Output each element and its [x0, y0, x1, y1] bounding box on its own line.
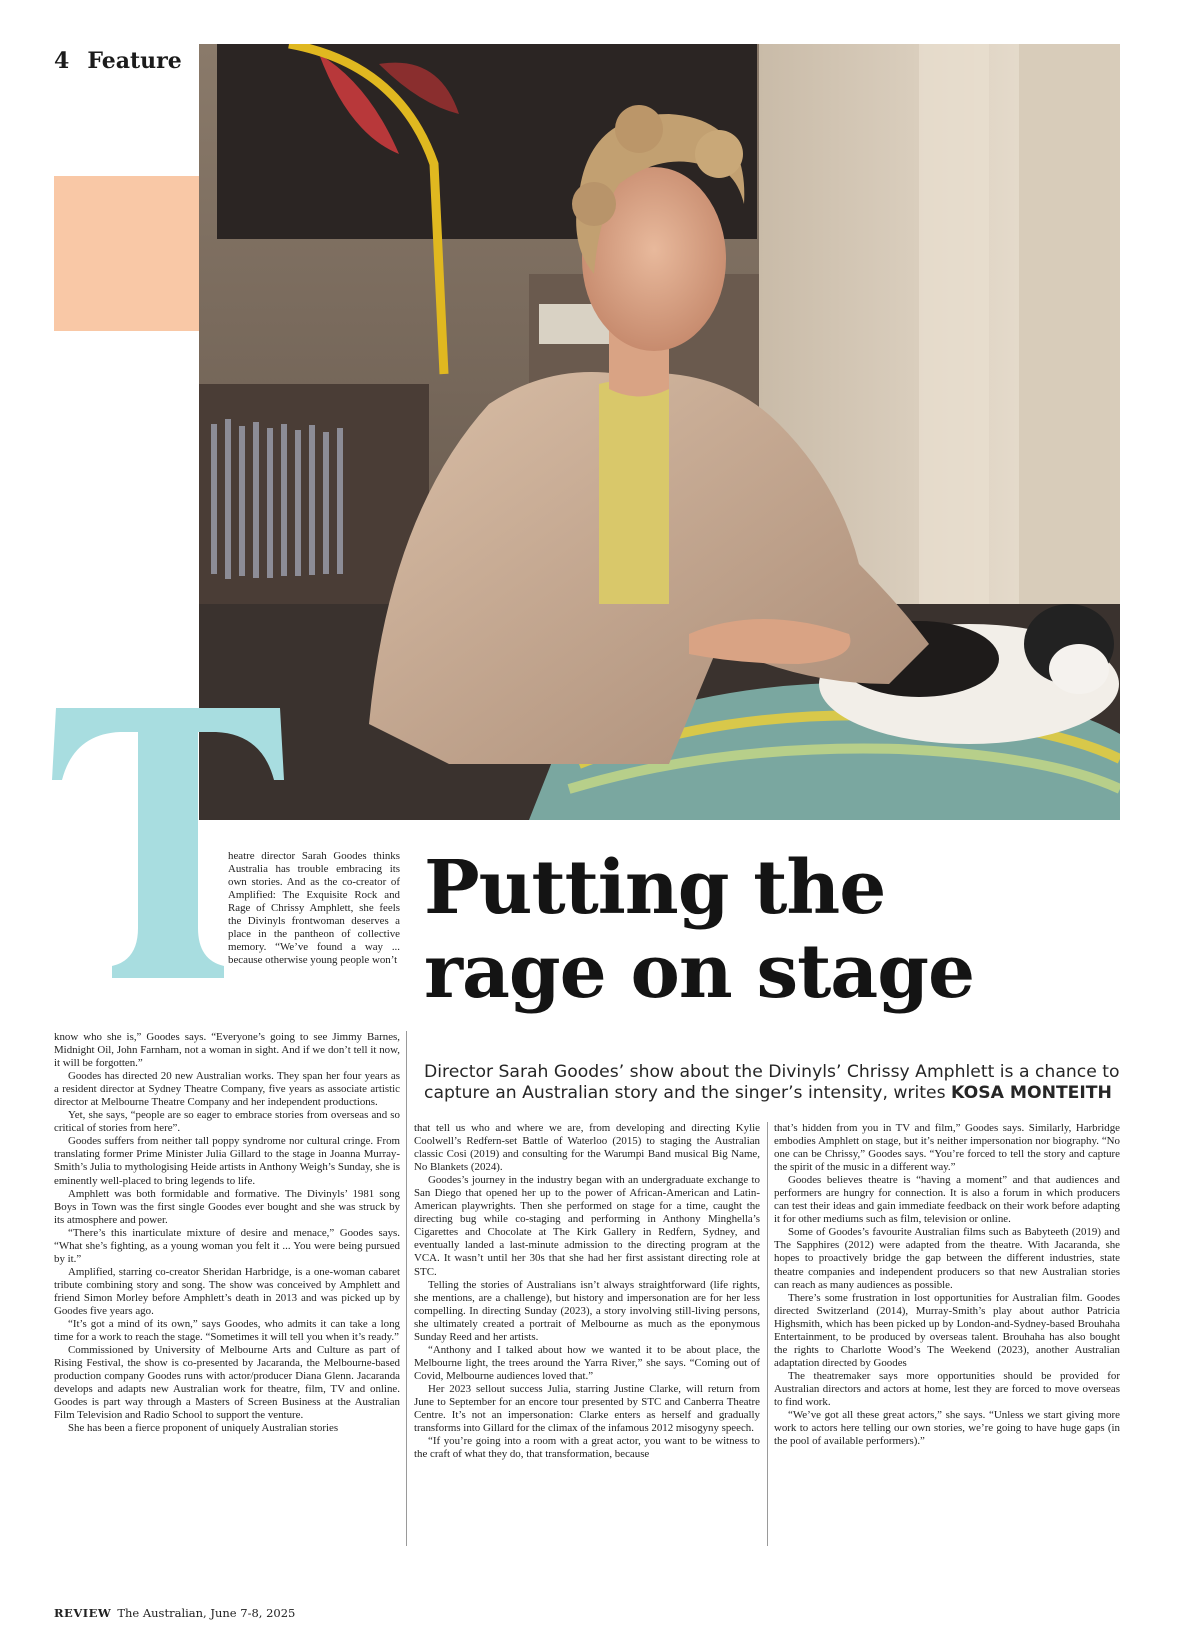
paragraph: “We’ve got all these great actors,” she says. “Unless we start giving more work to actors here telling our own stories, we’re going to have huge gaps (in the pool of available performers).”	[774, 1409, 1120, 1448]
headline-line-2: rage on stage	[424, 929, 975, 1015]
page-footer	[54, 1606, 295, 1620]
paragraph: that tell us who and where we are, from developing and directing Kylie Coolwell’s Redfern-set Battle of Waterloo (2015) to staging the Australian classic Cosi (2019) and consulting for the Warumpi Band musical Big Name, No Blankets (2024).	[414, 1122, 760, 1174]
paragraph: The theatremaker says more opportunities should be provided for Australian directors and actors at home, lest they are forced to move overseas to find work.	[774, 1369, 1120, 1408]
standfirst	[424, 1062, 1124, 1104]
paragraph: “There’s this inarticulate mixture of desire and menace,” Goodes says. “What she’s fighting, as a young woman you felt it ... You were being pursued by it.”	[54, 1226, 400, 1265]
paragraph: know who she is,” Goodes says. “Everyone’s going to see Jimmy Barnes, Midnight Oil, John Farnham, not a woman in sight. And if we don’t tell it now, it will be forgotten.”	[54, 1031, 400, 1070]
paragraph: Goodes believes theatre is “having a moment” and that audiences and performers are hungry for connection. It is also a forum in which producers can test their ideas and gain immediate feedback on their work before adapting it for other mediums such as film, television or online.	[774, 1174, 1120, 1226]
paragraph: Some of Goodes’s favourite Australian films such as Babyteeth (2019) and The Sapphires (2012) were adapted from the theatre. With Jacaranda, she hopes to proactively bridge the gap between the different industries, state theatre companies and independent producers so that new Australian stories can reach as many audiences as possible.	[774, 1226, 1120, 1291]
paragraph: She has been a fierce proponent of uniquely Australian stories	[68, 1422, 339, 1435]
body-column-3	[774, 1122, 1120, 1448]
paragraph: that’s hidden from you in TV and film,” Goodes says. Similarly, Harbridge embodies Amphlett on stage, but it’s neither impersonation nor biography. “No one can be Chrissy,” Goodes says. “You’re forced to tell the story and capture the spirit of the music in a different way.”	[774, 1122, 1120, 1174]
standfirst-text: Director Sarah Goodes’ show about the Divinyls’ Chrissy Amphlett is a chance to capture an Australian story and the singer’s intensity, writes	[424, 1062, 1120, 1103]
paragraph: Commissioned by University of Melbourne Arts and Culture as part of Rising Festival, the show is co-presented by Jacaranda, the Melbourne-based production company Goodes runs with actor/producer Diana Glenn. Jacaranda develops and adapts new Australian work for theatre, film, TV and online. Goodes is part way through a Masters of Screen Business at the Australian Film Television and Radio School to support the venture.	[54, 1344, 400, 1422]
paragraph: Her 2023 sellout success Julia, starring Justine Clarke, will return from June to September for an encore tour presented by STC and Canberra Theatre Centre. It’s not an impersonation: Clarke enters as herself and gradually transforms into Gillard for the climax of the infamous 2012 misogyny speech.	[414, 1382, 760, 1435]
footer-section: REVIEW	[54, 1606, 112, 1620]
accent-block	[54, 176, 199, 331]
paragraph: Goodes’s journey in the industry began with an undergraduate exchange to San Diego that opened her up to the power of African-American and Latin-American playwrights. Then she performed on stage for a time, caught the directing bug while co-staging and performing in Anthony Minghella’s Cigarettes and Chocolate at The Kirk Gallery in Redfern, Sydney, and eventually landed a last-minute admission to the directing program at the VCA. It wasn’t until her 30s that she had her first assistant directing role at STC.	[414, 1174, 760, 1278]
intro-paragraph	[228, 850, 400, 967]
headline-line-1: Putting the	[424, 845, 886, 931]
body-column-2	[414, 1122, 760, 1461]
paragraph: Amplified, starring co-creator Sheridan Harbridge, is a one-woman cabaret tribute combining story and song. The show was conceived by Amphlett and friend Simon Morley before Amphlett’s death in 2013 and was picked up by Goodes five years ago.	[54, 1265, 400, 1317]
page-header	[54, 48, 182, 74]
paragraph: Yet, she says, “people are so eager to embrace stories from overseas and so critical of stories from here”.	[54, 1109, 400, 1135]
paragraph: There’s some frustration in lost opportunities for Australian film. Goodes directed Switzerland (2014), Murray-Smith’s play about author Patricia Highsmith, which has been picked up by London-and-Sydney-based Brouhaha Entertainment, to be produced by overseas talent. Brouhaha has also bought the rights to Charlotte Wood’s The Weekend (2023), another Australian adaptation directed by Goodes	[774, 1291, 1120, 1369]
page-number: 4	[54, 48, 70, 74]
footer-publication: The Australian, June 7-8, 2025	[117, 1606, 296, 1620]
paragraph: Amphlett was both formidable and formative. The Divinyls’ 1981 song Boys in Town was the first single Goodes ever bought and she was struck by its atmosphere and power.	[54, 1187, 400, 1226]
paragraph: “If you’re going into a room with a great actor, you want to be witness to the craft of what they do, that transformation, because	[414, 1435, 760, 1461]
paragraph: “It’s got a mind of its own,” says Goodes, who admits it can take a long time for a work to reach the stage. “Sometimes it will tell you when it’s ready.”	[54, 1318, 400, 1344]
paragraph: Goodes has directed 20 new Australian works. They span her four years as a resident director at Sydney Theatre Company, five years as associate artistic director at Melbourne Theatre Company and her independent productions.	[54, 1070, 400, 1109]
portrait-photo	[199, 44, 1120, 820]
column-rule	[767, 1122, 768, 1546]
paragraph: Telling the stories of Australians isn’t always straightforward (life rights, she mentions, are a challenge), but history and impersonation are for her less compelling. In directing Sunday (2023), a story involving still-living persons, she ultimately created a portrait of Melbourne as much as the eponymous Sunday Reed and her artists.	[414, 1278, 760, 1343]
headline	[424, 846, 1124, 1014]
column-rule	[406, 1031, 407, 1546]
byline: KOSA MONTEITH	[951, 1083, 1112, 1103]
intro-text: heatre director Sarah Goodes thinks Australia has trouble embracing its own stories. And as the co-creator of Amplified: The Exquisite Rock and Rage of Chrissy Amphlett, she feels the Divinyls frontwoman deserves a place in the pantheon of collective memory. “We’ve found a way ... because otherwise young people won’t	[228, 850, 400, 967]
paragraph: Goodes suffers from neither tall poppy syndrome nor cultural cringe. From translating former Prime Minister Julia Gillard to the stage in Joanna Murray-Smith’s Julia to mythologising Heide artists in Anthony Weigh’s Sunday, she is eminently well-placed to bring legends to life.	[54, 1135, 400, 1187]
paragraph: “Anthony and I talked about how we wanted it to be about place, the Melbourne light, the trees around the Yarra River,” she says. “Coming out of Covid, Melbourne audiences loved that.”	[414, 1343, 760, 1382]
body-column-1	[54, 1031, 400, 1435]
section-label: Feature	[87, 48, 182, 74]
